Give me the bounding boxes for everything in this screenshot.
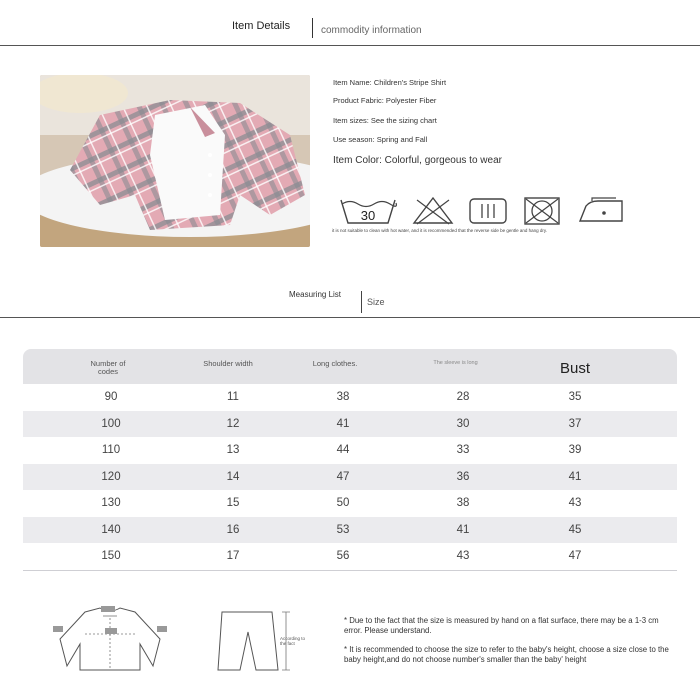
cell-length: 41 — [336, 417, 350, 430]
cell-bust: 43 — [568, 497, 582, 509]
care-note: it is not suitable to clean with hot water, and it is recommended that the reverse side be gentle and hang dry. — [332, 228, 548, 233]
col-sleeve-length: The sleeve is long — [433, 360, 478, 366]
table-row — [23, 543, 677, 570]
item-sizes: Item sizes: See the sizing chart — [333, 116, 437, 125]
cell-shoulder: 17 — [226, 550, 240, 562]
cell-bust: 45 — [568, 523, 582, 536]
col-bust: Bust — [559, 360, 590, 377]
title-divider — [312, 18, 316, 38]
cell-length: 38 — [336, 391, 350, 403]
item-name: Item Name: Children's Stripe Shirt — [333, 78, 447, 87]
table-body — [23, 384, 677, 571]
care-icons — [338, 195, 628, 227]
measuring-label: Measuring List — [289, 290, 342, 299]
cell-sleeve: 30 — [456, 417, 470, 430]
section-subtitle: commodity information — [321, 25, 422, 36]
product-photo — [40, 75, 310, 247]
cell-shoulder: 15 — [226, 497, 240, 509]
wash-30-icon — [338, 195, 398, 227]
divider-middle — [0, 317, 700, 318]
cell-length: 50 — [336, 497, 350, 509]
col-number-of-codes: Number of codes — [90, 359, 126, 376]
shirt-measure-diagram — [45, 604, 175, 679]
cell-code: 110 — [101, 444, 121, 456]
table-bottom-rule — [23, 570, 677, 571]
col-long-clothes: Long clothes. — [312, 359, 358, 368]
table-header — [23, 349, 677, 384]
cell-sleeve: 33 — [456, 444, 470, 456]
note-measurement: * Due to the fact that the size is measured by hand on a flat surface, there may be a 1-3 cm error. Please understand. — [344, 616, 659, 635]
cell-code: 90 — [104, 391, 118, 403]
cell-bust: 35 — [568, 391, 582, 403]
cell-shoulder: 12 — [226, 417, 240, 430]
cell-sleeve: 38 — [456, 497, 470, 509]
cell-code: 150 — [101, 550, 121, 562]
cell-code: 130 — [101, 497, 121, 509]
cell-bust: 37 — [568, 417, 582, 430]
dry-flat-icon — [468, 195, 508, 227]
low-iron-icon — [576, 195, 626, 227]
cell-shoulder: 16 — [226, 523, 240, 536]
cell-length: 56 — [336, 550, 350, 562]
table-row — [23, 411, 677, 438]
cell-bust: 39 — [568, 444, 582, 456]
no-bleach-icon — [412, 195, 454, 227]
measuring-divider — [361, 291, 362, 313]
no-tumble-dry-icon — [522, 195, 562, 227]
cell-bust: 47 — [568, 550, 582, 562]
cell-sleeve: 43 — [456, 550, 470, 562]
cell-length: 47 — [336, 470, 350, 483]
pants-note: According to the fact — [280, 636, 306, 646]
cell-bust: 41 — [568, 470, 582, 483]
cell-code: 120 — [101, 470, 121, 483]
item-fabric: Product Fabric: Polyester Fiber — [333, 96, 437, 105]
table-row — [23, 464, 677, 491]
table-row — [23, 517, 677, 544]
cell-length: 44 — [336, 444, 350, 456]
cell-sleeve: 41 — [456, 523, 470, 536]
cell-code: 140 — [101, 523, 121, 536]
cell-shoulder: 14 — [226, 470, 240, 483]
divider-top — [0, 45, 700, 46]
table-row — [23, 490, 677, 517]
measuring-sub: Size — [367, 297, 385, 307]
cell-length: 53 — [336, 523, 350, 536]
wash-temp: 30 — [360, 208, 376, 223]
cell-sleeve: 28 — [456, 391, 470, 403]
table-row — [23, 437, 677, 464]
table-row — [23, 384, 677, 411]
col-shoulder-width: Shoulder width — [203, 359, 253, 368]
item-color: Item Color: Colorful, gorgeous to wear — [333, 155, 502, 166]
size-table — [23, 349, 677, 571]
cell-shoulder: 11 — [227, 391, 239, 403]
cell-sleeve: 36 — [456, 470, 470, 483]
cell-code: 100 — [101, 417, 121, 430]
note-size-choice: * It is recommended to choose the size to refer to the baby's height, choose a size close to the baby height,and do not choose number's smaller than the baby' height — [344, 645, 669, 664]
section-title: Item Details — [232, 20, 291, 32]
item-season: Use season: Spring and Fall — [333, 135, 428, 144]
cell-shoulder: 13 — [226, 444, 240, 456]
